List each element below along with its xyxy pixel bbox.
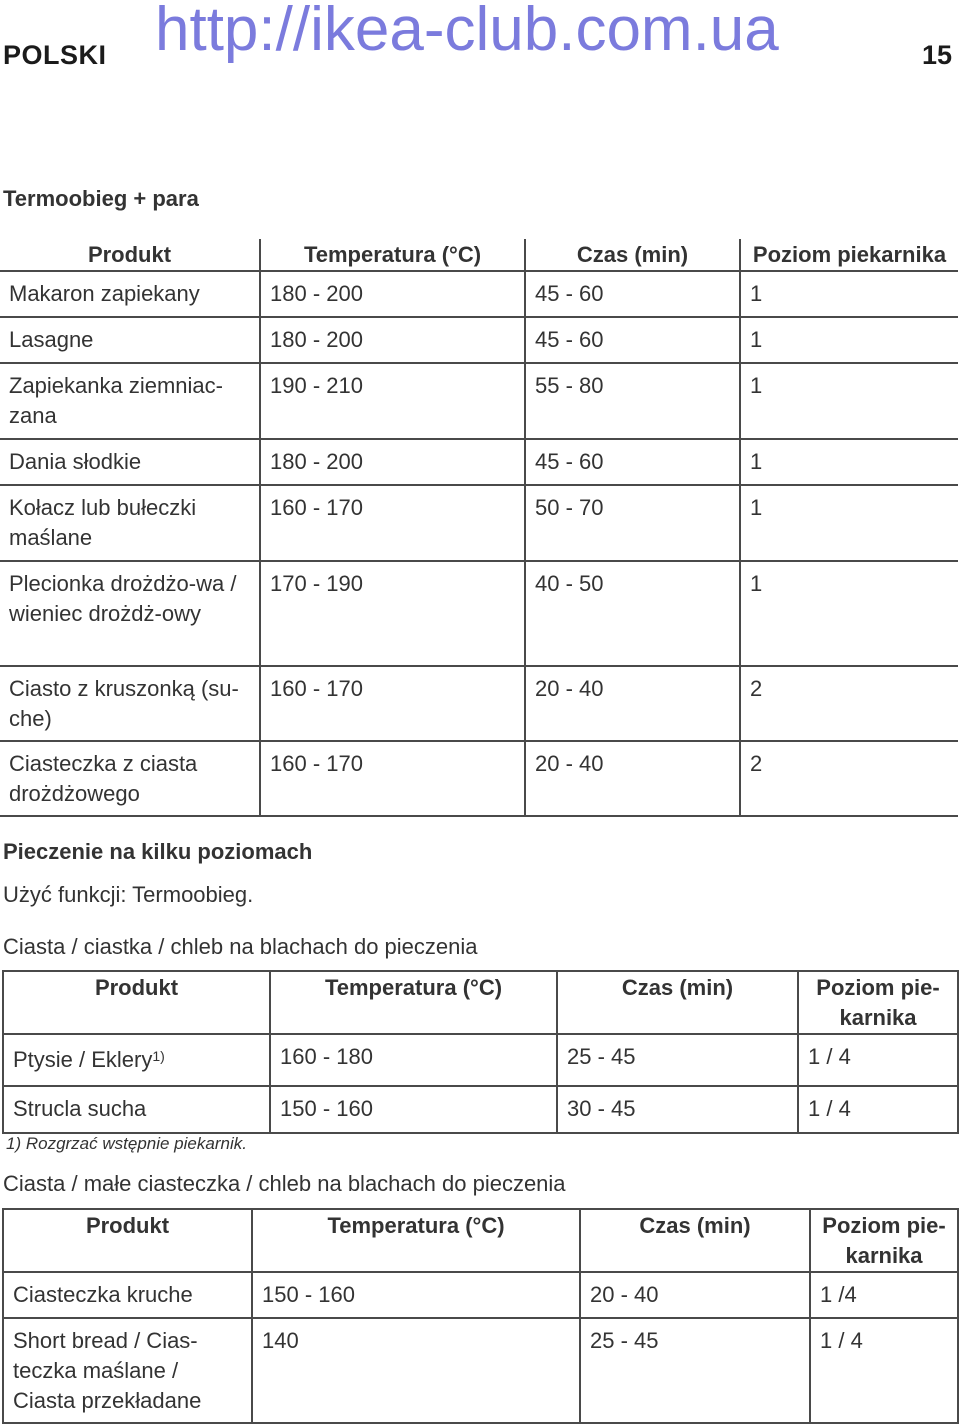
table-row [0, 271, 958, 317]
table-row [0, 363, 958, 439]
table2-caption: Ciasta / ciastka / chleb na blachach do pieczenia [3, 934, 478, 959]
cell-czas: 20 - 40 [525, 741, 740, 816]
cell-czas: 50 - 70 [525, 485, 740, 561]
section-title-termoobieg-para: Termoobieg + para [3, 186, 199, 211]
cell-produkt: Zapiekanka ziemniac-zana [0, 363, 260, 439]
cell-produkt: Plecionka drożdżo-wa / wieniec drożdż-owy [0, 561, 260, 666]
cell-produkt: Ciasteczka kruche [3, 1272, 252, 1318]
table-row [0, 317, 958, 363]
cell-poziom: 1 / 4 [798, 1034, 958, 1086]
cell-poziom: 1 [740, 317, 958, 363]
column-header-czas: Czas (min) [580, 1209, 810, 1272]
table-ciasta-male-ciasteczka [2, 1208, 959, 1424]
cell-poziom: 1 /4 [810, 1272, 958, 1318]
table-termoobieg-para [0, 239, 958, 817]
cell-produkt: Short bread / Cias-teczka maślane / Ciasta przekładane [3, 1318, 252, 1423]
cell-produkt: Kołacz lub bułeczki maślane [0, 485, 260, 561]
cell-produkt: Lasagne [0, 317, 260, 363]
cell-czas: 45 - 60 [525, 271, 740, 317]
table-row [3, 1272, 958, 1318]
column-header-produkt: Produkt [3, 971, 270, 1034]
column-header-poziom: Poziom piekarnika [740, 239, 958, 271]
table-row [3, 1318, 958, 1423]
cell-poziom: 1 [740, 561, 958, 666]
cell-poziom: 1 / 4 [810, 1318, 958, 1423]
cell-poziom: 1 [740, 271, 958, 317]
cell-czas: 40 - 50 [525, 561, 740, 666]
column-header-produkt: Produkt [3, 1209, 252, 1272]
cell-temperatura: 160 - 170 [260, 485, 525, 561]
table-row [0, 666, 958, 741]
cell-czas: 20 - 40 [580, 1272, 810, 1318]
cell-poziom: 1 [740, 439, 958, 485]
column-header-czas: Czas (min) [557, 971, 798, 1034]
cell-temperatura: 170 - 190 [260, 561, 525, 666]
column-header-poziom: Poziom pie-karnika [810, 1209, 958, 1272]
column-header-temperatura: Temperatura (°C) [260, 239, 525, 271]
cell-temperatura: 150 - 160 [270, 1086, 557, 1133]
cell-produkt: Ciasteczka z ciasta drożdżowego [0, 741, 260, 816]
cell-poziom: 2 [740, 666, 958, 741]
section-subtitle: Użyć funkcji: Termoobieg. [3, 882, 254, 907]
cell-czas: 30 - 45 [557, 1086, 798, 1133]
cell-poziom: 1 [740, 485, 958, 561]
table-row [0, 741, 958, 816]
section-title-pieczenie: Pieczenie na kilku poziomach [3, 839, 313, 864]
cell-czas: 55 - 80 [525, 363, 740, 439]
cell-czas: 45 - 60 [525, 317, 740, 363]
footnote: 1) Rozgrzać wstępnie piekarnik. [6, 1134, 247, 1153]
cell-czas: 25 - 45 [580, 1318, 810, 1423]
cell-produkt-text: Ptysie / Eklery [13, 1047, 153, 1072]
column-header-produkt: Produkt [0, 239, 260, 271]
footnote-marker: 1) [152, 1048, 165, 1064]
table3-caption: Ciasta / małe ciasteczka / chleb na blachach do pieczenia [3, 1171, 566, 1196]
cell-temperatura: 190 - 210 [260, 363, 525, 439]
table-row [0, 439, 958, 485]
cell-produkt: Strucla sucha [3, 1086, 270, 1133]
cell-produkt: Ciasto z kruszonką (su-che) [0, 666, 260, 741]
cell-temperatura: 180 - 200 [260, 439, 525, 485]
cell-poziom: 1 / 4 [798, 1086, 958, 1133]
cell-temperatura: 150 - 160 [252, 1272, 580, 1318]
table-row [3, 1034, 958, 1086]
cell-temperatura: 160 - 180 [270, 1034, 557, 1086]
page-number: 15 [921, 40, 952, 70]
table-row [0, 485, 958, 561]
cell-temperatura: 160 - 170 [260, 741, 525, 816]
column-header-temperatura: Temperatura (°C) [270, 971, 557, 1034]
cell-temperatura: 160 - 170 [260, 666, 525, 741]
cell-temperatura: 180 - 200 [260, 317, 525, 363]
cell-poziom: 1 [740, 363, 958, 439]
cell-temperatura: 140 [252, 1318, 580, 1423]
column-header-temperatura: Temperatura (°C) [252, 1209, 580, 1272]
cell-produkt: Dania słodkie [0, 439, 260, 485]
table-ciasta-ciastka-chleb [2, 970, 959, 1134]
column-header-poziom: Poziom pie-karnika [798, 971, 958, 1034]
cell-produkt: Makaron zapiekany [0, 271, 260, 317]
cell-produkt [3, 1034, 270, 1086]
cell-temperatura: 180 - 200 [260, 271, 525, 317]
table-row [3, 1086, 958, 1133]
column-header-czas: Czas (min) [525, 239, 740, 271]
table-row [0, 561, 958, 666]
cell-czas: 20 - 40 [525, 666, 740, 741]
language-label: POLSKI [3, 40, 107, 70]
watermark-url[interactable]: http://ikea-club.com.ua [155, 0, 779, 64]
cell-poziom: 2 [740, 741, 958, 816]
cell-czas: 45 - 60 [525, 439, 740, 485]
cell-czas: 25 - 45 [557, 1034, 798, 1086]
